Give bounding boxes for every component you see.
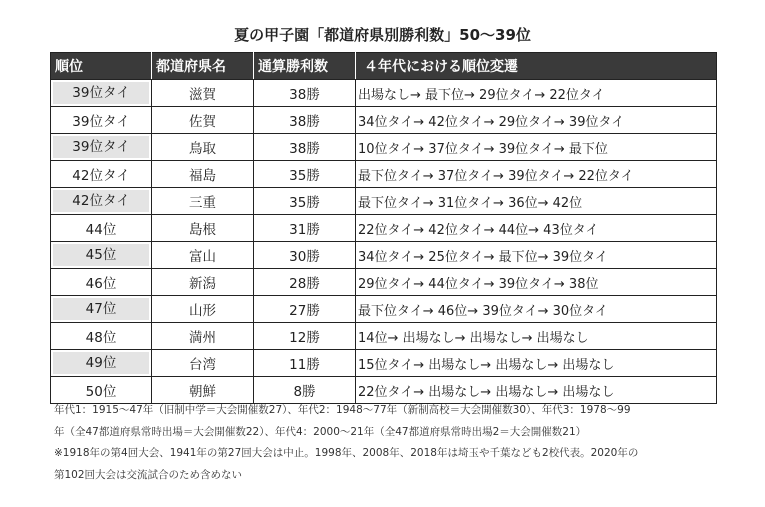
prefecture-cell: 滋賀 (152, 80, 254, 107)
transition-cell: 29位タイ→ 44位タイ→ 39位タイ→ 38位 (356, 269, 717, 296)
prefecture-cell: 新潟 (152, 269, 254, 296)
table-row (51, 80, 717, 107)
table-row (51, 134, 717, 161)
transition-cell: 最下位タイ→ 37位タイ→ 39位タイ→ 22位タイ (356, 161, 717, 188)
table-header-row (51, 53, 717, 80)
prefecture-cell: 島根 (152, 215, 254, 242)
transition-cell: 34位タイ→ 25位タイ→ 最下位→ 39位タイ (356, 242, 717, 269)
transition-cell: 22位タイ→ 42位タイ→ 44位→ 43位タイ (356, 215, 717, 242)
wins-cell: 11勝 (254, 350, 356, 377)
wins-cell: 8勝 (254, 377, 356, 404)
table-row (51, 350, 717, 377)
header-wins: 通算勝利数 (254, 53, 356, 80)
wins-cell: 38勝 (254, 107, 356, 134)
prefecture-cell: 朝鮮 (152, 377, 254, 404)
wins-cell: 38勝 (254, 134, 356, 161)
prefecture-cell: 鳥取 (152, 134, 254, 161)
header-transition: ４年代における順位変遷 (356, 53, 717, 80)
table-row (51, 242, 717, 269)
rank-cell (51, 188, 152, 215)
rank-cell (51, 107, 152, 134)
rank-value: 48位 (85, 330, 117, 346)
table-row (51, 296, 717, 323)
rank-value: 47位 (53, 298, 149, 320)
rank-cell (51, 215, 152, 242)
rank-value: 39位タイ (72, 114, 130, 130)
rank-cell (51, 134, 152, 161)
prefecture-cell: 山形 (152, 296, 254, 323)
footnote-line: 年代1：1915〜47年（旧制中学＝大会開催数27）、年代2：1948〜77年（新制高校＝大会開催数30）、年代3：1978〜99 (54, 404, 631, 416)
footnote-line: 第102回大会は交流試合のため含めない (54, 468, 243, 481)
rank-value: 42位タイ (53, 190, 149, 212)
rank-value: 46位 (85, 276, 117, 292)
transition-cell: 最下位タイ→ 31位タイ→ 36位→ 42位 (356, 188, 717, 215)
footnote-line: ※1918年の第4回大会、1941年の第27回大会は中止。1998年、2008年、2018年は埼玉や千葉なども2校代表。2020年の (54, 447, 639, 459)
footnotes (54, 400, 734, 486)
prefecture-cell: 富山 (152, 242, 254, 269)
prefecture-cell: 佐賀 (152, 107, 254, 134)
rank-value: 49位 (53, 352, 149, 374)
wins-cell: 35勝 (254, 188, 356, 215)
rank-cell (51, 296, 152, 323)
header-rank: 順位 (51, 53, 152, 80)
transition-cell: 最下位タイ→ 46位→ 39位タイ→ 30位タイ (356, 296, 717, 323)
rank-value: 45位 (53, 244, 149, 266)
wins-cell: 27勝 (254, 296, 356, 323)
rank-cell (51, 242, 152, 269)
rank-cell (51, 350, 152, 377)
table-row (51, 161, 717, 188)
prefecture-cell: 台湾 (152, 350, 254, 377)
wins-cell: 12勝 (254, 323, 356, 350)
rank-cell (51, 161, 152, 188)
table-row (51, 188, 717, 215)
footnote-line: 年（全47都道府県常時出場＝大会開催数22）、年代4：2000〜21年（全47都道府県常時出場2＝大会開催数21） (54, 425, 587, 438)
table-row (51, 269, 717, 296)
wins-cell: 28勝 (254, 269, 356, 296)
transition-cell: 15位タイ→ 出場なし→ 出場なし→ 出場なし (356, 350, 717, 377)
transition-cell: 14位→ 出場なし→ 出場なし→ 出場なし (356, 323, 717, 350)
wins-cell: 31勝 (254, 215, 356, 242)
rank-value: 39位タイ (53, 82, 149, 104)
rank-value: 42位タイ (72, 168, 130, 184)
prefecture-cell: 満州 (152, 323, 254, 350)
table-row (51, 107, 717, 134)
rank-cell (51, 323, 152, 350)
table-title: 夏の甲子園「都道府県別勝利数」50〜39位 (234, 26, 531, 44)
rank-value: 50位 (85, 384, 117, 400)
header-prefecture: 都道府県名 (152, 53, 254, 80)
rank-value: 44位 (85, 222, 117, 238)
wins-cell: 38勝 (254, 80, 356, 107)
transition-cell: 22位タイ→ 出場なし→ 出場なし→ 出場なし (356, 377, 717, 404)
wins-cell: 30勝 (254, 242, 356, 269)
transition-cell: 出場なし→ 最下位→ 29位タイ→ 22位タイ (356, 80, 717, 107)
ranking-table (50, 52, 717, 404)
transition-cell: 34位タイ→ 42位タイ→ 29位タイ→ 39位タイ (356, 107, 717, 134)
table-row (51, 323, 717, 350)
rank-value: 39位タイ (53, 136, 149, 158)
transition-cell: 10位タイ→ 37位タイ→ 39位タイ→ 最下位 (356, 134, 717, 161)
prefecture-cell: 三重 (152, 188, 254, 215)
wins-cell: 35勝 (254, 161, 356, 188)
table-row (51, 215, 717, 242)
rank-cell (51, 269, 152, 296)
rank-cell (51, 80, 152, 107)
prefecture-cell: 福島 (152, 161, 254, 188)
